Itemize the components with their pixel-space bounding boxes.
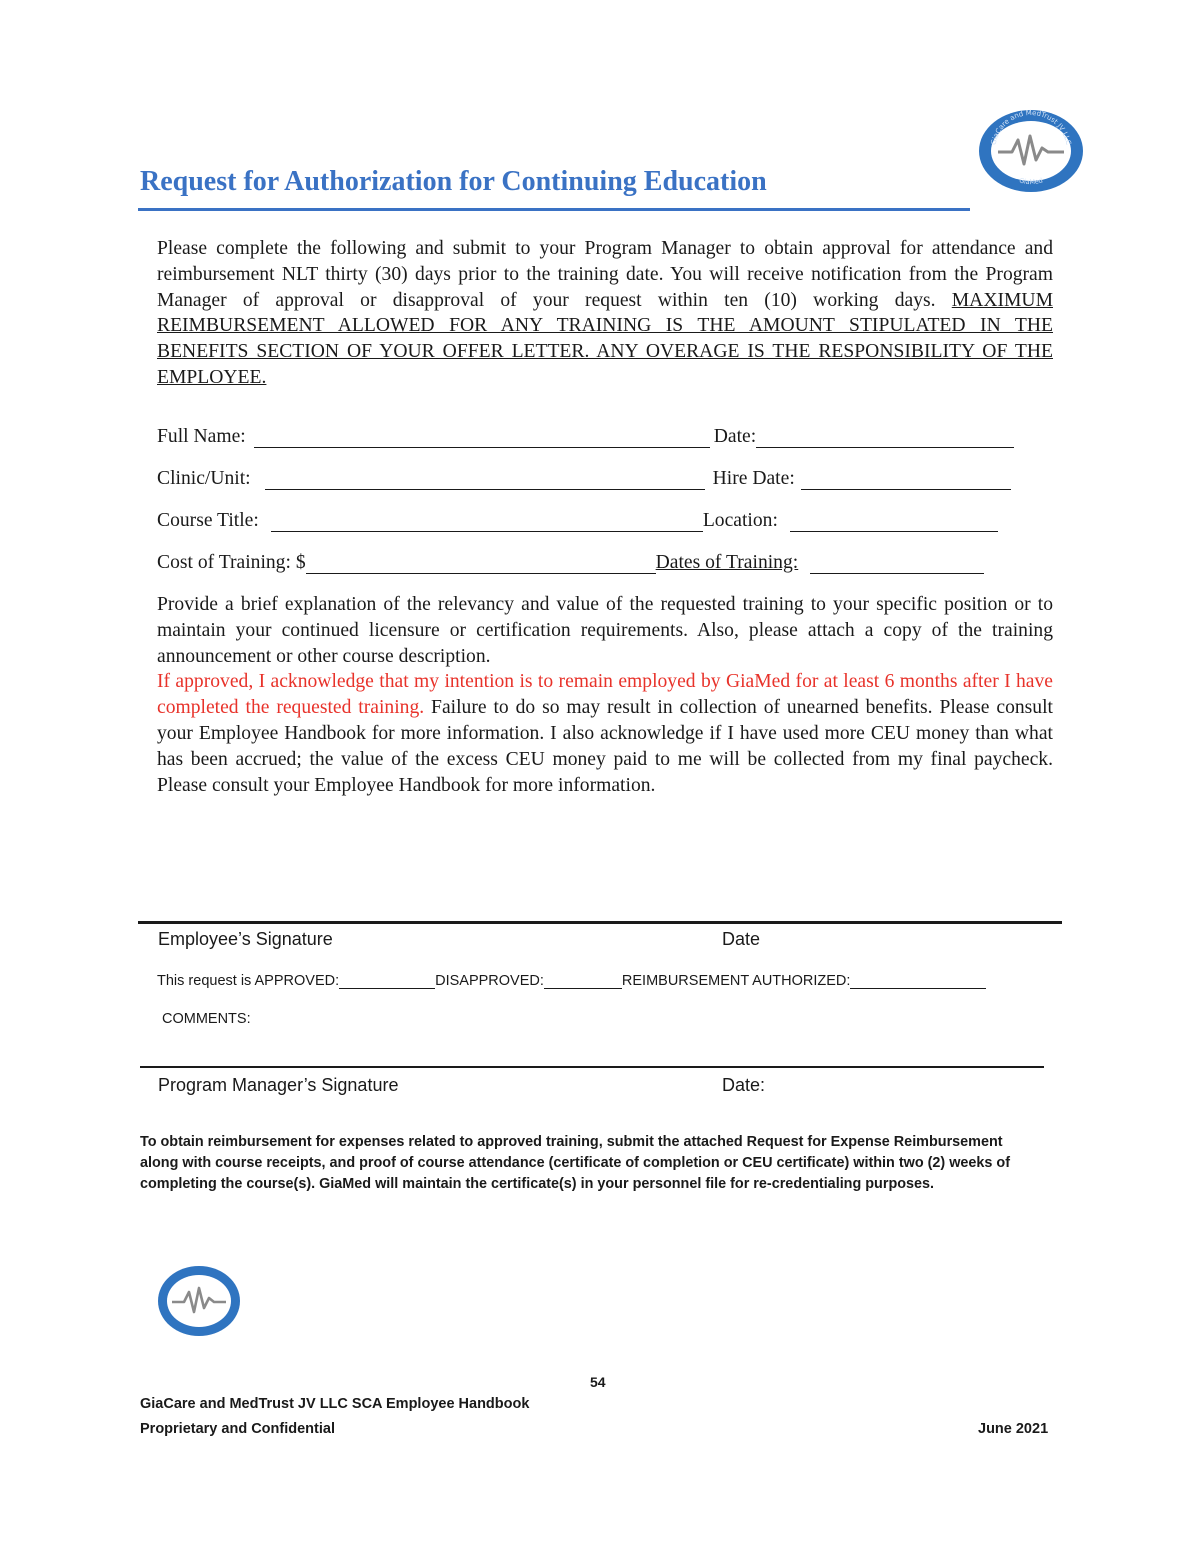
- cost-of-training-label: Cost of Training: $: [157, 552, 306, 573]
- intro-text: Please complete the following and submit to your Program Manager to obtain approval for attendance and reimbursement NLT thirty (30) days prior to the training date. You will receive notification from the Program Manager of approval or disapproval of your request within ten (10) working days.: [157, 238, 1053, 311]
- course-title-label: Course Title:: [157, 510, 259, 531]
- field-row-name: [157, 422, 1047, 448]
- approved-field[interactable]: [339, 972, 435, 989]
- logo-ring-text: GiaCare and MedTrust JV LLC: [989, 108, 1073, 146]
- clinic-unit-label: Clinic/Unit:: [157, 468, 251, 489]
- full-name-label: Full Name:: [157, 426, 246, 447]
- disapproved-field[interactable]: [544, 972, 622, 989]
- program-manager-date-label: Date:: [722, 1075, 766, 1095]
- date-label: Date:: [713, 426, 757, 447]
- field-row-course: [157, 506, 1047, 532]
- location-label: Location:: [702, 510, 778, 531]
- hire-date-field[interactable]: [801, 469, 1011, 490]
- page-number: 54: [590, 1374, 606, 1390]
- comments-label: COMMENTS:: [162, 1011, 251, 1027]
- giamed-logo: [976, 108, 1086, 194]
- program-manager-signature-label: Program Manager’s Signature: [158, 1075, 399, 1095]
- intro-underlined-text: MAXIMUM REIMBURSEMENT ALLOWED FOR ANY TRAINING IS THE AMOUNT STIPULATED IN THE BENEFITS SECTION OF YOUR OFFER LETTER. ANY OVERAGE IS THE RESPONSIBILITY OF THE EMPLOYEE.: [157, 289, 1053, 388]
- title-divider: [138, 208, 970, 211]
- employee-signature-label: Employee’s Signature: [158, 929, 333, 949]
- explanation-text: Provide a brief explanation of the relevancy and value of the requested training to your specific position or to maintain your continued licensure or certification requirements. Also, please attach a copy of the training announcement or other course description.: [157, 594, 1053, 667]
- approved-label: This request is APPROVED:: [157, 973, 340, 989]
- hire-date-label: Hire Date:: [712, 468, 795, 489]
- location-field[interactable]: [790, 511, 998, 532]
- clinic-unit-field[interactable]: [265, 469, 705, 490]
- page-title: Request for Authorization for Continuing Education: [140, 166, 767, 197]
- reimbursement-note: To obtain reimbursement for expenses related to approved training, submit the attached Request for Expense Reimbursement along with course receipts, and proof of course attendance (certificate of completion or CEU certificate) within two (2) weeks of completing the course(s). GiaMed will maintain the certificate(s) in your personnel file for re-credentialing purposes.: [140, 1134, 1010, 1192]
- footer-confidential: Proprietary and Confidential: [140, 1421, 335, 1437]
- field-row-cost: [157, 548, 1047, 574]
- employee-signature-line[interactable]: [138, 921, 1062, 924]
- dates-of-training-label: Dates of Training:: [655, 552, 799, 573]
- footer-date: June 2021: [978, 1421, 1049, 1437]
- course-title-field[interactable]: [271, 511, 703, 532]
- giamed-logo-footer: [156, 1264, 242, 1338]
- field-row-clinic: [157, 464, 1047, 490]
- disapproved-label: DISAPPROVED:: [435, 973, 544, 989]
- employee-date-label: Date: [722, 929, 761, 949]
- explanation-paragraph: [157, 592, 1053, 798]
- reimbursement-field[interactable]: [850, 972, 986, 989]
- intro-paragraph: [157, 236, 1053, 391]
- full-name-field[interactable]: [254, 427, 710, 448]
- logo-bottom-text: GiaMed: [1018, 176, 1044, 187]
- date-field[interactable]: [756, 427, 1014, 448]
- acknowledgment-red-text: If approved, I acknowledge that my intention is to remain employed by GiaMed for at least 6 months after I have completed the requested training.: [157, 671, 1053, 719]
- cost-of-training-field[interactable]: [306, 553, 656, 574]
- acknowledgment-text: Failure to do so may result in collection of unearned benefits. Please consult your Employee Handbook for more information. I also acknowledge if I have used more CEU money than what has been accrued; the value of the excess CEU money paid to me will be collected from my final paycheck. Please consult your Employee Handbook for more information.: [157, 697, 1053, 796]
- footer-handbook-title: GiaCare and MedTrust JV LLC SCA Employee Handbook: [140, 1396, 530, 1412]
- dates-of-training-field[interactable]: [810, 553, 984, 574]
- approval-row: [157, 972, 986, 989]
- reimbursement-label: REIMBURSEMENT AUTHORIZED:: [621, 973, 851, 989]
- program-manager-signature-line[interactable]: [140, 1066, 1044, 1068]
